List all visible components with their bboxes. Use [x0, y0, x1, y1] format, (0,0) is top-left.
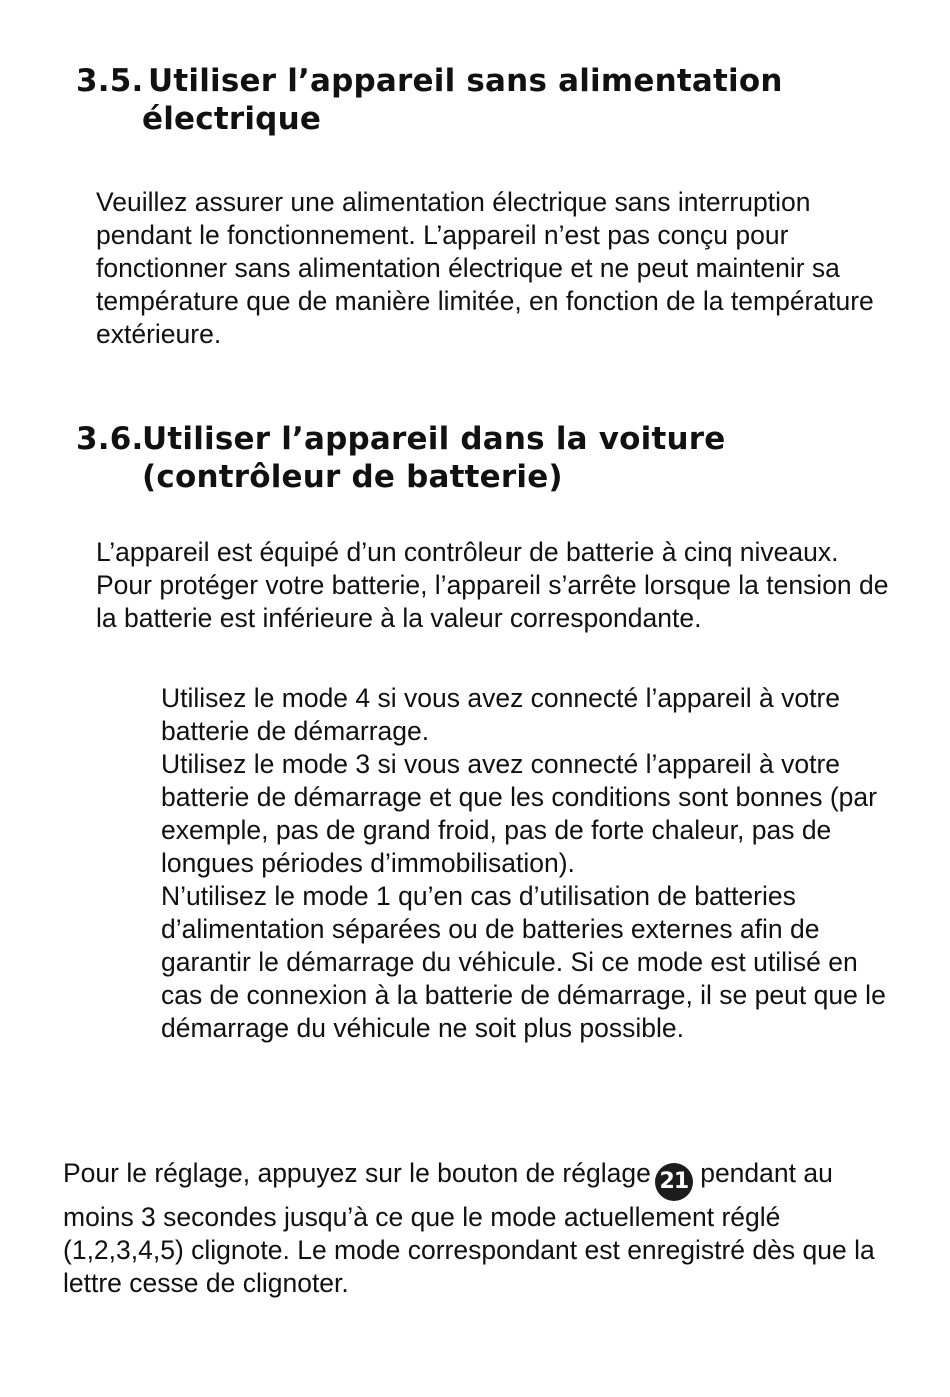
section-number: 3.6.: [76, 421, 144, 457]
section-number: 3.5.: [76, 63, 144, 99]
settings-text-before: Pour le réglage, appuyez sur le bouton de réglage: [63, 1158, 651, 1188]
section-title-line2: (contrôleur de batterie): [142, 459, 563, 495]
section-3-5-paragraph: Veuillez assurer une alimentation électrique sans interruption pendant le fonctionnement. L’appareil n’est pas conçu pour fonctionner sans alimentation électrique et ne peut maintenir sa température que de manière limitée, en fonction de la température extérieure.: [96, 187, 874, 349]
mode-item-3: Utilisez le mode 3 si vous avez connecté l’appareil à votre batterie de démarrage et que les conditions sont bonnes (par exemple, pas de grand froid, pas de forte chaleur, pas de longues périodes d’immobilisation).: [161, 749, 877, 878]
section-3-6-paragraph: L’appareil est équipé d’un contrôleur de batterie à cinq niveaux. Pour protéger votre batterie, l’appareil s’arrête lorsque la tension de la batterie est inférieure à la valeur correspondante.: [96, 537, 889, 633]
mode-item-4: Utilisez le mode 4 si vous avez connecté l’appareil à votre batterie de démarrage.: [161, 683, 841, 746]
section-title-line1: Utiliser l’appareil dans la voiture: [142, 421, 726, 457]
section-title-line1: Utiliser l’appareil sans alimentation: [148, 63, 783, 99]
mode-item-1: N’utilisez le mode 1 qu’en cas d’utilisation de batteries d’alimentation séparées ou de batteries externes afin de garantir le démarrage du véhicule. Si ce mode est utilisé en cas de connexion à la batterie de démarrage, il se peut que le démarrage du véhicule ne soit plus possible.: [161, 881, 886, 1043]
mode-list: [161, 682, 901, 1045]
button-reference-badge: 21: [655, 1163, 693, 1201]
settings-text-after: pendant au moins 3 secondes jusqu’à ce que le mode actuellement réglé (1,2,3,4,5) clignote. Le mode correspondant est enregistré dès que la lettre cesse de clignoter.: [63, 1158, 875, 1298]
section-3-6-heading: [76, 420, 726, 496]
settings-instructions: [63, 1157, 883, 1300]
section-title-line2: électrique: [142, 101, 322, 137]
section-3-5-heading: [76, 62, 783, 138]
